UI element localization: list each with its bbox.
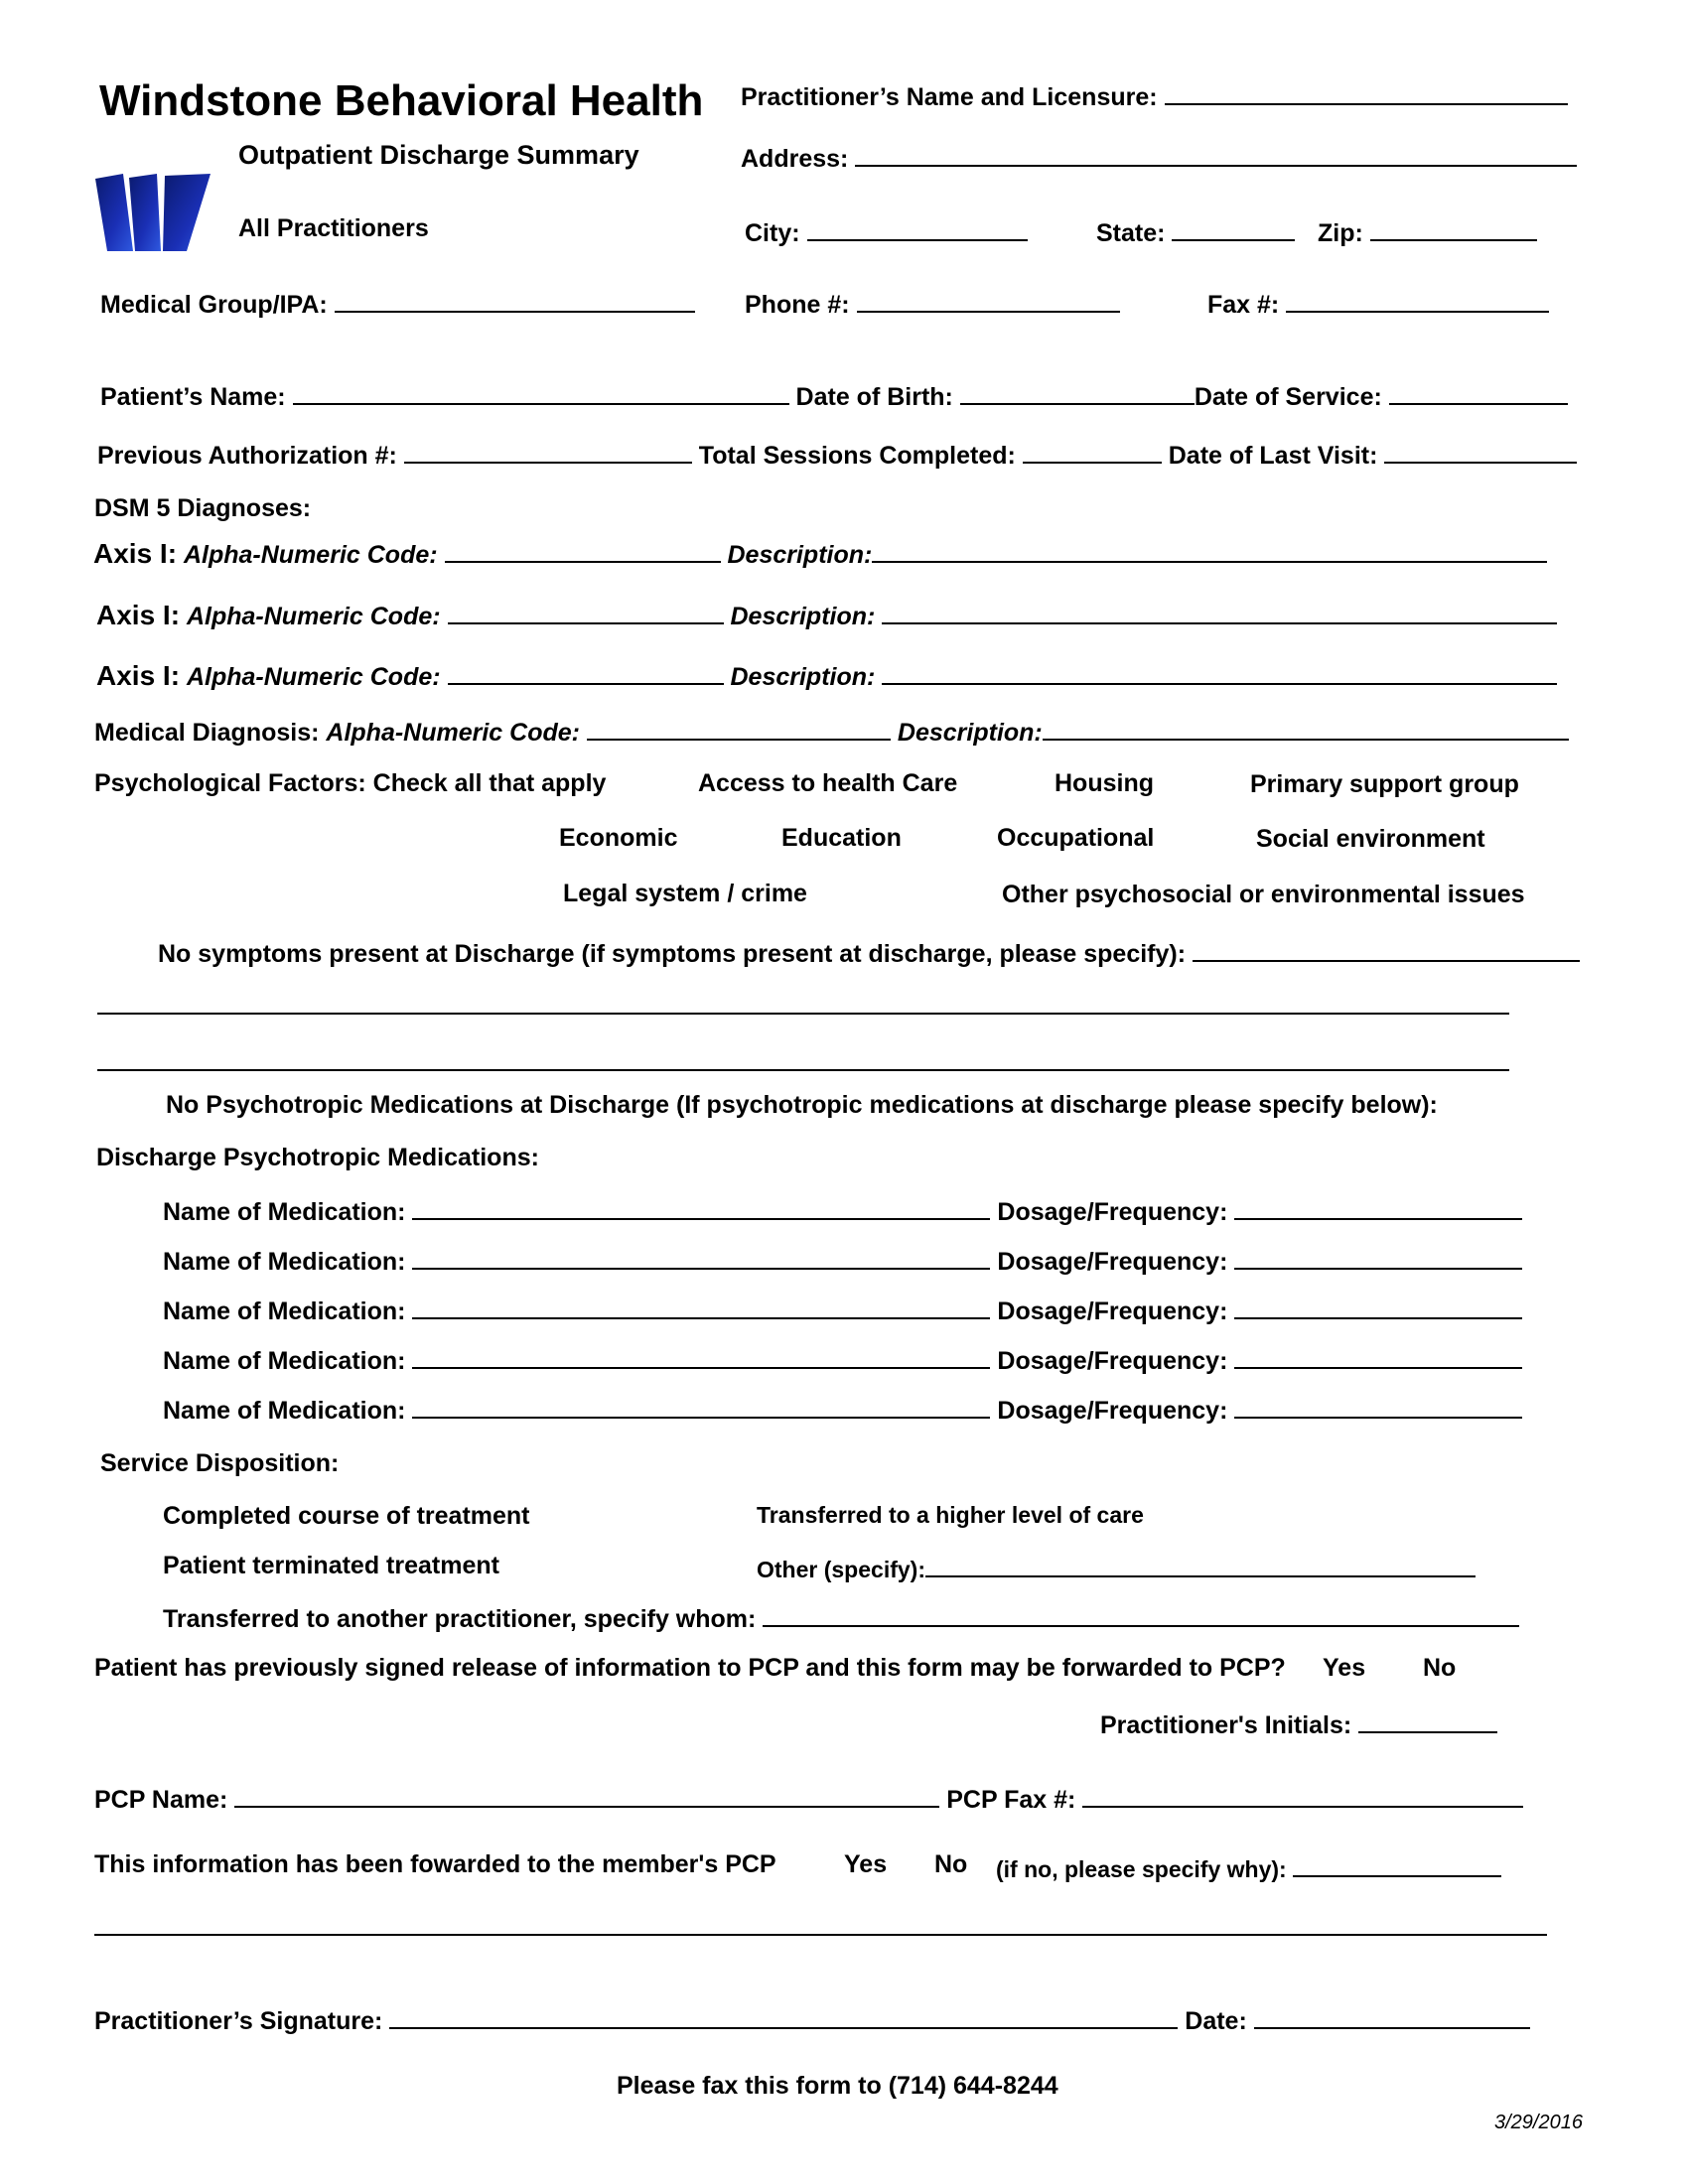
fax-row bbox=[1207, 289, 1549, 318]
medication-name-field[interactable] bbox=[412, 1345, 990, 1369]
zip-row bbox=[1318, 217, 1537, 246]
last-visit-label: Date of Last Visit: bbox=[1168, 442, 1378, 470]
release-question: Patient has previously signed release of information to PCP and this form may be forwarded to PCP? bbox=[94, 1654, 1286, 1682]
fax-label: Fax #: bbox=[1207, 291, 1280, 319]
dob-field[interactable] bbox=[960, 381, 1195, 405]
axis-label: Axis I: bbox=[96, 660, 181, 691]
medication-name-field[interactable] bbox=[412, 1395, 990, 1419]
form-title: Outpatient Discharge Summary bbox=[238, 140, 639, 170]
medical-description-field[interactable] bbox=[1043, 717, 1569, 741]
phone-row bbox=[745, 289, 1120, 318]
medication-name-label: Name of Medication: bbox=[163, 1347, 406, 1375]
code-label: Alpha-Numeric Code: bbox=[186, 603, 441, 630]
description-label: Description: bbox=[730, 603, 876, 630]
symptoms-row bbox=[158, 938, 1580, 967]
signature-field[interactable] bbox=[389, 2005, 1178, 2029]
medication-row bbox=[163, 1395, 1522, 1424]
pcp-row bbox=[94, 1784, 1523, 1813]
signature-label: Practitioner’s Signature: bbox=[94, 2007, 383, 2035]
dos-field[interactable] bbox=[1389, 381, 1568, 405]
address-row bbox=[741, 143, 1577, 172]
psych-option-other[interactable]: Other psychosocial or environmental issues bbox=[1002, 881, 1525, 908]
practitioner-name-field[interactable] bbox=[1165, 81, 1568, 105]
pcp-forwarded-no[interactable]: No bbox=[934, 1850, 968, 1878]
disposition-heading: Service Disposition: bbox=[100, 1449, 340, 1477]
medication-name-label: Name of Medication: bbox=[163, 1198, 406, 1226]
symptoms-line[interactable] bbox=[97, 1069, 1509, 1071]
axis-row bbox=[93, 539, 1547, 568]
description-label: Description: bbox=[897, 719, 1043, 747]
medical-diagnosis-row bbox=[94, 717, 1569, 746]
axis-description-field[interactable] bbox=[882, 601, 1557, 624]
dosage-field[interactable] bbox=[1234, 1395, 1522, 1419]
zip-field[interactable] bbox=[1370, 217, 1537, 241]
dosage-label: Dosage/Frequency: bbox=[997, 1248, 1228, 1276]
psych-option-economic[interactable]: Economic bbox=[559, 824, 678, 852]
state-label: State: bbox=[1096, 219, 1166, 247]
patient-name-field[interactable] bbox=[293, 381, 789, 405]
dosage-field[interactable] bbox=[1234, 1345, 1522, 1369]
axis-code-field[interactable] bbox=[445, 539, 721, 563]
description-label: Description: bbox=[730, 663, 876, 691]
if-no-label: (if no, please specify why): bbox=[996, 1856, 1287, 1882]
authorization-row bbox=[97, 440, 1577, 469]
signature-date-label: Date: bbox=[1185, 2007, 1247, 2035]
disposition-higher-level[interactable]: Transferred to a higher level of care bbox=[757, 1502, 1144, 1528]
psych-option-support-group[interactable]: Primary support group bbox=[1250, 770, 1519, 798]
dosage-field[interactable] bbox=[1234, 1246, 1522, 1270]
state-row bbox=[1096, 217, 1295, 246]
medication-row bbox=[163, 1345, 1522, 1374]
zip-label: Zip: bbox=[1318, 219, 1363, 247]
axis-description-field[interactable] bbox=[882, 661, 1557, 685]
axis-label: Axis I: bbox=[96, 600, 181, 630]
axis-code-field[interactable] bbox=[448, 661, 724, 685]
release-no-option[interactable]: No bbox=[1423, 1654, 1457, 1682]
psych-option-education[interactable]: Education bbox=[781, 824, 902, 852]
address-field[interactable] bbox=[855, 143, 1577, 167]
audience-label: All Practitioners bbox=[238, 214, 429, 242]
dsm-heading: DSM 5 Diagnoses: bbox=[94, 494, 312, 522]
city-field[interactable] bbox=[807, 217, 1028, 241]
pcp-forwarded-label: This information has been fowarded to the member's PCP bbox=[94, 1850, 776, 1878]
code-label: Alpha-Numeric Code: bbox=[186, 663, 441, 691]
description-label: Description: bbox=[727, 541, 873, 569]
pcp-name-label: PCP Name: bbox=[94, 1786, 228, 1814]
address-label: Address: bbox=[741, 145, 849, 173]
medication-row bbox=[163, 1246, 1522, 1275]
if-no-reason-line[interactable] bbox=[94, 1934, 1547, 1936]
transferred-whom-field[interactable] bbox=[763, 1603, 1519, 1627]
medical-code-field[interactable] bbox=[587, 717, 891, 741]
dosage-label: Dosage/Frequency: bbox=[997, 1347, 1228, 1375]
disposition-other-row bbox=[757, 1554, 1476, 1581]
no-medications-label[interactable]: No Psychotropic Medications at Discharge (If psychotropic medications at discharge please specify below): bbox=[166, 1091, 1438, 1119]
medical-group-row bbox=[100, 289, 695, 318]
city-row bbox=[745, 217, 1028, 246]
initials-row bbox=[1100, 1709, 1497, 1738]
medical-group-label: Medical Group/IPA: bbox=[100, 291, 328, 319]
patient-row bbox=[100, 381, 1568, 410]
initials-field[interactable] bbox=[1358, 1709, 1497, 1733]
pcp-fax-field[interactable] bbox=[1082, 1784, 1523, 1808]
medications-heading: Discharge Psychotropic Medications: bbox=[96, 1144, 539, 1171]
medication-name-field[interactable] bbox=[412, 1246, 990, 1270]
medical-group-field[interactable] bbox=[335, 289, 695, 313]
symptoms-label[interactable]: No symptoms present at Discharge (if symptoms present at discharge, please specify): bbox=[158, 940, 1187, 968]
fax-note: Please fax this form to (714) 644-8244 bbox=[617, 2072, 1058, 2100]
disposition-terminated[interactable]: Patient terminated treatment bbox=[163, 1552, 499, 1579]
prev-auth-field[interactable] bbox=[404, 440, 692, 464]
if-no-row bbox=[996, 1853, 1501, 1881]
disposition-transferred-label[interactable]: Transferred to another practitioner, specify whom: bbox=[163, 1605, 757, 1633]
state-field[interactable] bbox=[1172, 217, 1295, 241]
disposition-other-field[interactable] bbox=[925, 1554, 1476, 1577]
dosage-label: Dosage/Frequency: bbox=[997, 1198, 1228, 1226]
pcp-forwarded-yes[interactable]: Yes bbox=[844, 1850, 888, 1878]
medication-name-label: Name of Medication: bbox=[163, 1297, 406, 1325]
pcp-fax-label: PCP Fax #: bbox=[946, 1786, 1076, 1814]
axis-row bbox=[96, 601, 1557, 629]
initials-label: Practitioner's Initials: bbox=[1100, 1711, 1352, 1739]
pcp-name-field[interactable] bbox=[234, 1784, 939, 1808]
last-visit-field[interactable] bbox=[1384, 440, 1577, 464]
dos-label: Date of Service: bbox=[1194, 383, 1382, 411]
psych-factors-label: Psychological Factors: Check all that apply bbox=[94, 769, 607, 797]
dosage-field[interactable] bbox=[1234, 1196, 1522, 1220]
medication-row bbox=[163, 1296, 1522, 1324]
dosage-label: Dosage/Frequency: bbox=[997, 1397, 1228, 1425]
medication-name-label: Name of Medication: bbox=[163, 1248, 406, 1276]
psych-option-legal[interactable]: Legal system / crime bbox=[563, 880, 807, 907]
disposition-other-label[interactable]: Other (specify): bbox=[757, 1557, 925, 1582]
fax-field[interactable] bbox=[1286, 289, 1549, 313]
windstone-logo bbox=[95, 174, 211, 253]
medication-name-field[interactable] bbox=[412, 1296, 990, 1319]
psych-option-housing[interactable]: Housing bbox=[1055, 769, 1154, 797]
dob-label: Date of Birth: bbox=[795, 383, 953, 411]
medication-name-label: Name of Medication: bbox=[163, 1397, 406, 1425]
practitioner-name-row bbox=[741, 81, 1568, 110]
if-no-field[interactable] bbox=[1293, 1853, 1501, 1877]
psych-option-access[interactable]: Access to health Care bbox=[698, 769, 958, 797]
city-label: City: bbox=[745, 219, 800, 247]
disposition-completed[interactable]: Completed course of treatment bbox=[163, 1502, 530, 1530]
phone-label: Phone #: bbox=[745, 291, 850, 319]
signature-row bbox=[94, 2005, 1530, 2034]
axis-row bbox=[96, 661, 1557, 690]
axis-label: Axis I: bbox=[93, 538, 178, 569]
signature-date-field[interactable] bbox=[1254, 2005, 1530, 2029]
medication-row bbox=[163, 1196, 1522, 1225]
dosage-label: Dosage/Frequency: bbox=[997, 1297, 1228, 1325]
revision-date: 3/29/2016 bbox=[1494, 2112, 1583, 2133]
axis-code-field[interactable] bbox=[448, 601, 724, 624]
dosage-field[interactable] bbox=[1234, 1296, 1522, 1319]
axis-description-field[interactable] bbox=[872, 539, 1547, 563]
practitioner-name-label: Practitioner’s Name and Licensure: bbox=[741, 83, 1158, 111]
medical-diagnosis-label: Medical Diagnosis: bbox=[94, 719, 320, 747]
symptoms-line[interactable] bbox=[97, 1013, 1509, 1015]
patient-name-label: Patient’s Name: bbox=[100, 383, 286, 411]
psych-option-social[interactable]: Social environment bbox=[1256, 825, 1485, 853]
code-label: Alpha-Numeric Code: bbox=[326, 719, 580, 747]
disposition-transferred-row bbox=[163, 1603, 1519, 1632]
medication-name-field[interactable] bbox=[412, 1196, 990, 1220]
sessions-field[interactable] bbox=[1023, 440, 1162, 464]
psych-option-occupational[interactable]: Occupational bbox=[997, 824, 1155, 852]
symptoms-field[interactable] bbox=[1193, 938, 1580, 962]
prev-auth-label: Previous Authorization #: bbox=[97, 442, 397, 470]
release-yes-option[interactable]: Yes bbox=[1323, 1654, 1366, 1682]
phone-field[interactable] bbox=[857, 289, 1120, 313]
org-name: Windstone Behavioral Health bbox=[99, 76, 704, 125]
code-label: Alpha-Numeric Code: bbox=[183, 541, 438, 569]
sessions-label: Total Sessions Completed: bbox=[698, 442, 1016, 470]
